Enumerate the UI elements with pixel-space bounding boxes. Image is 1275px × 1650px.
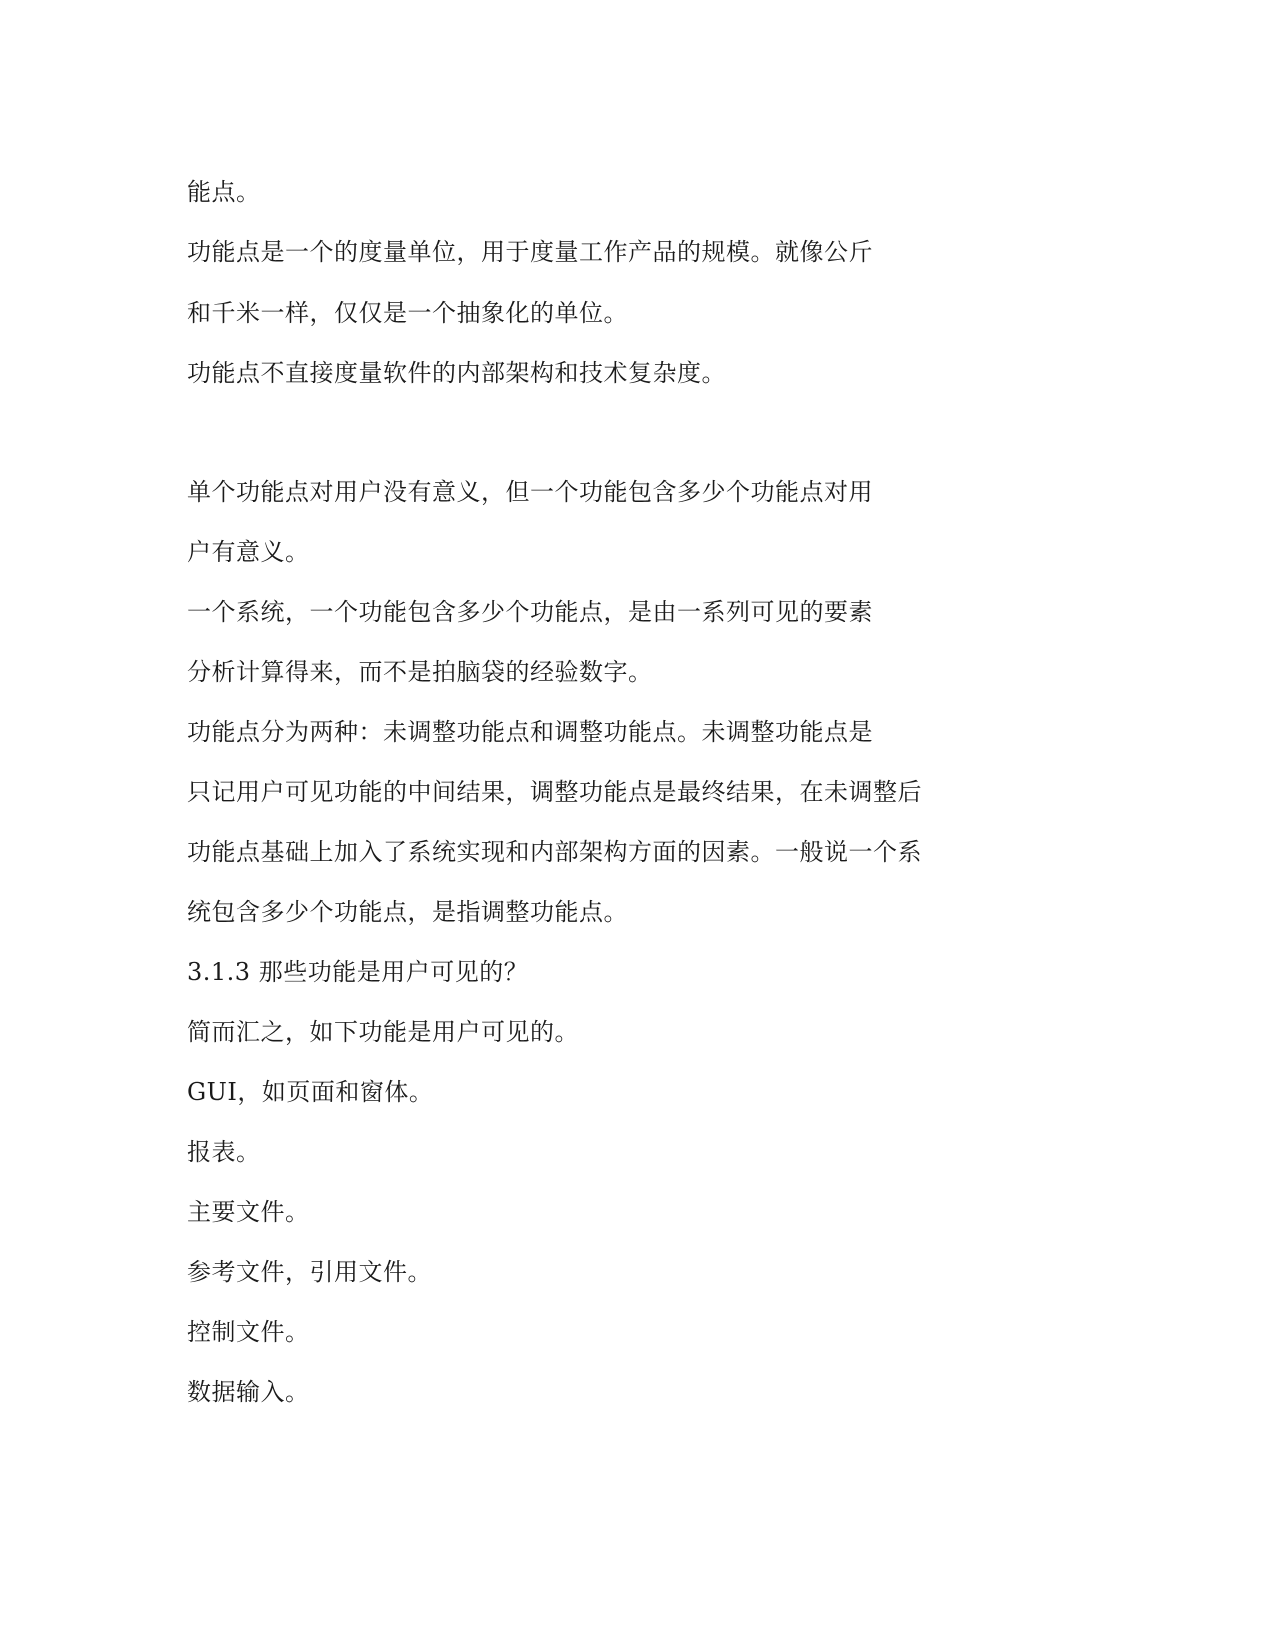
- text-line: 简而汇之，如下功能是用户可见的。: [187, 1018, 579, 1046]
- text-line: 统包含多少个功能点，是指调整功能点。: [187, 898, 628, 926]
- text-line: 功能点分为两种：未调整功能点和调整功能点。未调整功能点是: [187, 718, 873, 746]
- list-item: 数据输入。: [187, 1378, 310, 1406]
- text-line: 只记用户可见功能的中间结果，调整功能点是最终结果，在未调整后: [187, 778, 922, 806]
- text-line: 单个功能点对用户没有意义，但一个功能包含多少个功能点对用: [187, 478, 873, 506]
- text-line: 功能点不直接度量软件的内部架构和技术复杂度。: [187, 359, 726, 387]
- text-line: 户有意义。: [187, 538, 310, 566]
- text-line: 一个系统，一个功能包含多少个功能点，是由一系列可见的要素: [187, 598, 873, 626]
- text-line: 功能点基础上加入了系统实现和内部架构方面的因素。一般说一个系: [187, 838, 922, 866]
- list-item: GUI，如页面和窗体。: [187, 1078, 434, 1106]
- section-heading: 3.1.3 那些功能是用户可见的？: [187, 958, 529, 986]
- text-line: 分析计算得来，而不是拍脑袋的经验数字。: [187, 658, 653, 686]
- text-line: 功能点是一个的度量单位，用于度量工作产品的规模。就像公斤: [187, 238, 873, 266]
- list-item: 控制文件。: [187, 1318, 310, 1346]
- text-line: 能点。: [187, 178, 261, 206]
- list-item: 参考文件，引用文件。: [187, 1258, 432, 1286]
- list-item: 报表。: [187, 1138, 261, 1166]
- text-line: 和千米一样，仅仅是一个抽象化的单位。: [187, 299, 628, 327]
- list-item: 主要文件。: [187, 1198, 310, 1226]
